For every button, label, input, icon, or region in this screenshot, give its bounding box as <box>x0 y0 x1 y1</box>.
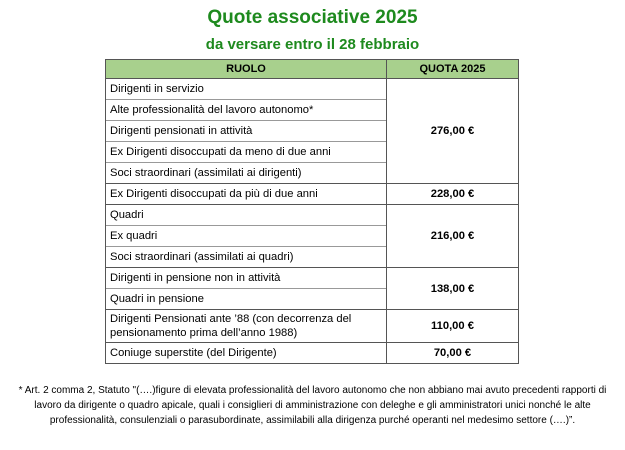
role-cell: Dirigenti in pensione non in attività <box>106 268 387 289</box>
role-cell: Alte professionalità del lavoro autonomo* <box>106 100 387 121</box>
table-row <box>106 343 519 364</box>
fee-cell: 138,00 € <box>387 268 519 310</box>
role-cell: Dirigenti pensionati in attività <box>106 121 387 142</box>
footnote: * Art. 2 comma 2, Statuto "(….)figure di elevata professionalità del lavoro autonomo che non abbiano mai avuto precedenti rapporti di lavoro da dirigente o quadro apicale, quali i consiglieri di amministrazione con deleghe e gli amministratori unici nonché le alte professionalità, consulenziali o parasubordinate, assimilabili alla dirigenza purché operanti nel medesimo settore (….)”. <box>18 385 607 426</box>
table-header-row <box>106 60 519 79</box>
fees-table <box>105 59 519 364</box>
role-cell: Ex Dirigenti disoccupati da meno di due anni <box>106 142 387 163</box>
fee-cell: 228,00 € <box>387 184 519 205</box>
table-row <box>106 310 519 343</box>
role-cell: Soci straordinari (assimilati ai dirigenti) <box>106 163 387 184</box>
table-row <box>106 79 519 100</box>
page-subtitle: da versare entro il 28 febbraio <box>205 36 420 53</box>
table-row <box>106 268 519 289</box>
role-cell: Coniuge superstite (del Dirigente) <box>106 343 387 364</box>
fee-cell: 216,00 € <box>387 205 519 268</box>
column-header-fee: QUOTA 2025 <box>387 60 519 79</box>
role-cell: Soci straordinari (assimilati ai quadri) <box>106 247 387 268</box>
role-cell: Dirigenti Pensionati ante ’88 (con decorrenza del pensionamento prima dell’anno 1988) <box>106 310 387 343</box>
page-title: Quote associative 2025 <box>207 7 418 28</box>
table-row <box>106 205 519 226</box>
role-cell: Ex Dirigenti disoccupati da più di due anni <box>106 184 387 205</box>
role-cell: Quadri in pensione <box>106 289 387 310</box>
table-row <box>106 184 519 205</box>
role-cell: Ex quadri <box>106 226 387 247</box>
column-header-role: RUOLO <box>106 60 387 79</box>
role-cell: Dirigenti in servizio <box>106 79 387 100</box>
fee-cell: 276,00 € <box>387 79 519 184</box>
fee-cell: 70,00 € <box>387 343 519 364</box>
role-cell: Quadri <box>106 205 387 226</box>
fee-cell: 110,00 € <box>387 310 519 343</box>
